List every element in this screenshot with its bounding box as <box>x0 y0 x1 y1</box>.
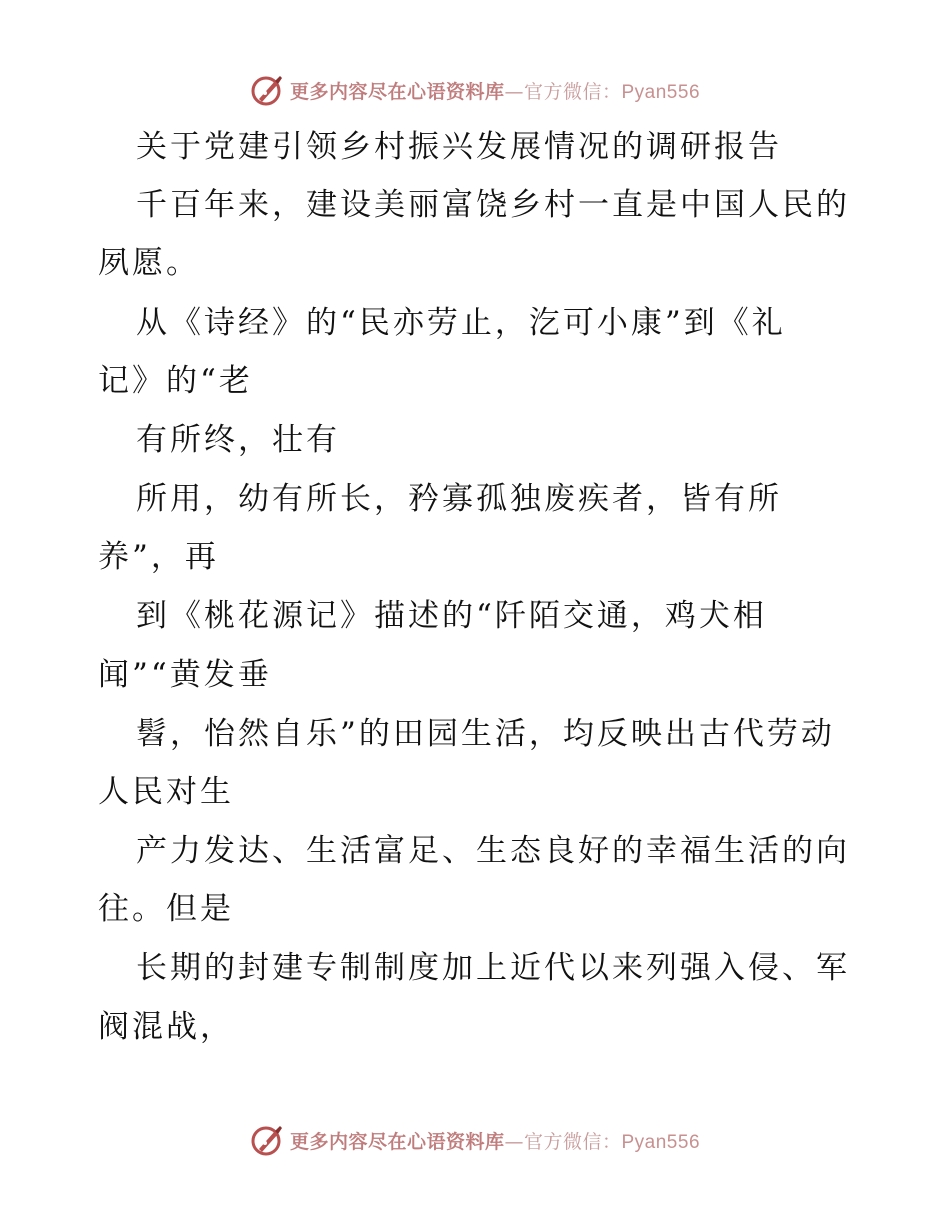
text-line: 髫，怡然自乐”的田园生活，均反映出古代劳动 <box>136 716 835 752</box>
watermark-separator: — <box>504 1130 524 1153</box>
watermark-brand: 更多内容尽在心语资料库 <box>289 80 505 103</box>
text-line: 夙愿。 <box>98 245 200 281</box>
watermark-suffix: 官方微信： <box>523 1130 622 1153</box>
pen-logo-icon <box>250 1123 284 1157</box>
watermark-wechat-id: Pyan556 <box>621 1131 701 1153</box>
footer-watermark <box>0 1120 950 1160</box>
watermark-text <box>290 77 700 104</box>
text-line: 千百年来，建设美丽富饶乡村一直是中国人民的 <box>136 187 850 223</box>
watermark-separator: — <box>504 80 524 103</box>
text-line: 人民对生 <box>98 774 234 810</box>
watermark-brand: 更多内容尽在心语资料库 <box>289 1130 505 1153</box>
watermark-suffix: 官方微信： <box>523 80 622 103</box>
text-line: 长期的封建专制制度加上近代以来列强入侵、军 <box>136 950 850 986</box>
text-line: 往。但是 <box>98 891 234 927</box>
text-line: 到《桃花源记》描述的“阡陌交通，鸡犬相 <box>136 598 767 634</box>
pen-logo-icon <box>250 73 284 107</box>
text-line: 阀混战， <box>98 1009 234 1045</box>
text-line: 记》的“老 <box>98 363 253 399</box>
text-line: 从《诗经》的“民亦劳止，汔可小康”到《礼 <box>136 305 786 341</box>
header-watermark <box>0 70 950 110</box>
text-line: 所用，幼有所长，矜寡孤独废疾者，皆有所 <box>136 481 782 517</box>
text-line: 产力发达、生活富足、生态良好的幸福生活的向 <box>136 833 850 869</box>
text-line: 有所终，壮有 <box>136 422 340 458</box>
document-title: 关于党建引领乡村振兴发展情况的调研报告 <box>136 129 782 165</box>
text-line: 养”，再 <box>98 539 219 575</box>
text-line: 闻”“黄发垂 <box>98 657 272 693</box>
watermark-wechat-id: Pyan556 <box>621 81 701 103</box>
watermark-text <box>290 1127 700 1154</box>
